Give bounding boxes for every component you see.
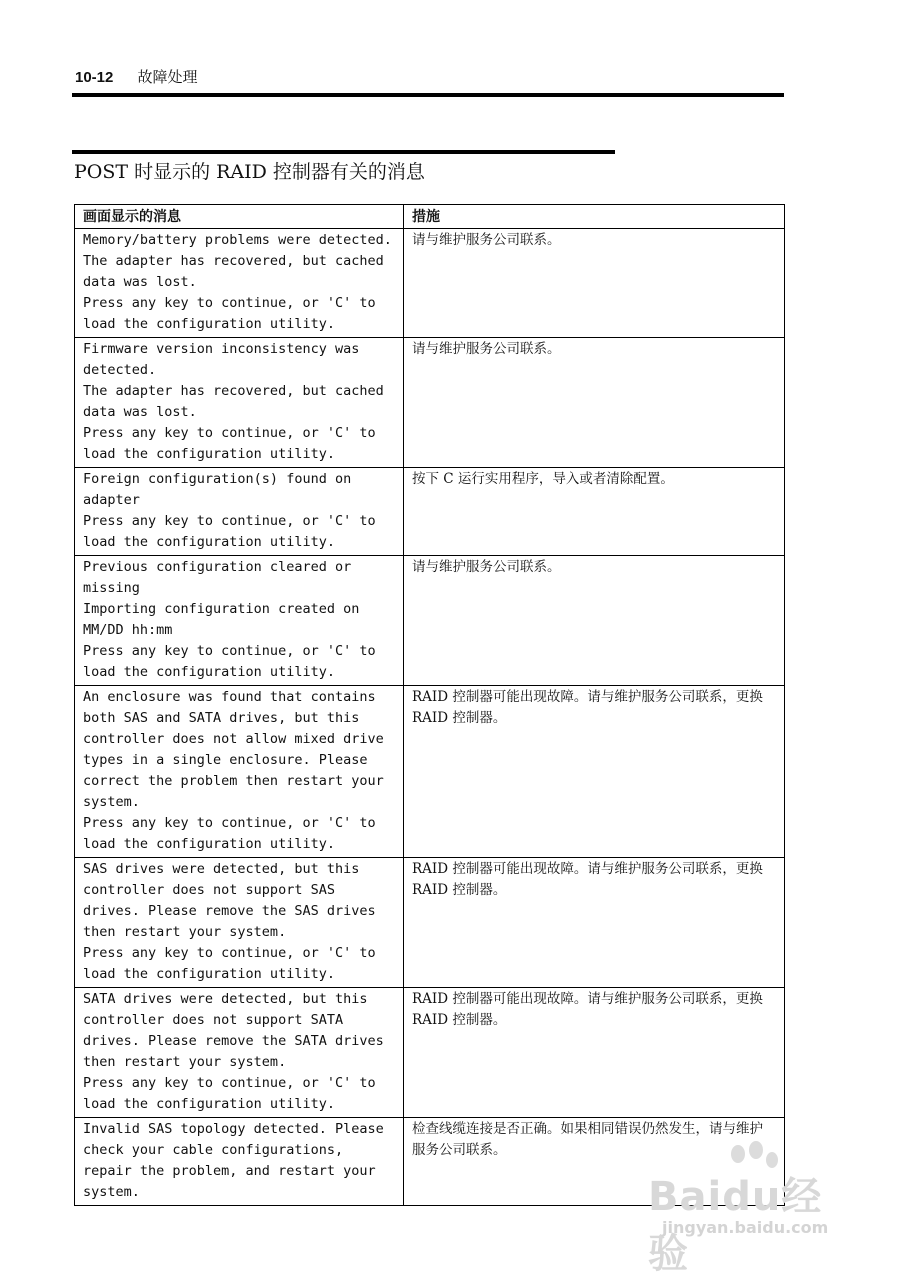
action-cell: 请与维护服务公司联系。	[404, 229, 785, 338]
message-line: Invalid SAS topology detected. Please check your cable configurations, repair the problem, and restart your system.	[83, 1121, 384, 1200]
chapter-title: 故障处理	[137, 69, 198, 86]
message-line: SAS drives were detected, but this controller does not support SAS drives. Please remove the SAS drives then restart your system.	[83, 861, 376, 940]
action-cell: 请与维护服务公司联系。	[404, 338, 785, 468]
message-line: Importing configuration created on MM/DD hh:mm	[83, 601, 360, 638]
table-row	[75, 468, 785, 556]
message-cell	[75, 686, 404, 858]
action-cell: 请与维护服务公司联系。	[404, 556, 785, 686]
message-cell	[75, 858, 404, 988]
message-cell	[75, 988, 404, 1118]
table-row	[75, 686, 785, 858]
page-header	[75, 66, 198, 87]
watermark-brand: Baidu经验	[648, 1174, 823, 1277]
message-line: Press any key to continue, or 'C' to load the configuration utility.	[83, 513, 376, 550]
table-body	[75, 229, 785, 1206]
message-line: Press any key to continue, or 'C' to load the configuration utility.	[83, 1075, 376, 1112]
watermark-url: jingyan.baidu.com	[662, 1218, 829, 1237]
message-line: Press any key to continue, or 'C' to load the configuration utility.	[83, 425, 376, 462]
watermark	[640, 1140, 860, 1277]
table-row	[75, 858, 785, 988]
message-line: Press any key to continue, or 'C' to load the configuration utility.	[83, 945, 376, 982]
message-line: Press any key to continue, or 'C' to load the configuration utility.	[83, 643, 376, 680]
message-cell	[75, 229, 404, 338]
table-row	[75, 988, 785, 1118]
message-cell	[75, 338, 404, 468]
message-line: Memory/battery problems were detected.	[83, 232, 392, 248]
message-line: The adapter has recovered, but cached data was lost.	[83, 253, 384, 290]
column-header-message: 画面显示的消息	[75, 205, 404, 229]
header-divider	[72, 93, 784, 97]
message-cell	[75, 1118, 404, 1206]
message-line: SATA drives were detected, but this controller does not support SATA drives. Please remove the SATA drives then restart your system.	[83, 991, 384, 1070]
table-row	[75, 229, 785, 338]
section-divider	[72, 150, 615, 154]
action-cell: 检查线缆连接是否正确。如果相同错误仍然发生，请与维护服务公司联系。	[404, 1118, 785, 1206]
message-cell	[75, 468, 404, 556]
table-row	[75, 556, 785, 686]
action-cell: 按下 C 运行实用程序，导入或者清除配置。	[404, 468, 785, 556]
message-line: An enclosure was found that contains both SAS and SATA drives, but this controller does not allow mixed drive types in a single enclosure. Please correct the problem then restart your system.	[83, 689, 384, 810]
action-cell: RAID 控制器可能出现故障。请与维护服务公司联系，更换 RAID 控制器。	[404, 988, 785, 1118]
table-row	[75, 338, 785, 468]
message-cell	[75, 556, 404, 686]
message-line: Previous configuration cleared or missing	[83, 559, 352, 596]
message-line: Press any key to continue, or 'C' to load the configuration utility.	[83, 295, 376, 332]
message-line: The adapter has recovered, but cached data was lost.	[83, 383, 384, 420]
message-line: Foreign configuration(s) found on adapter	[83, 471, 352, 508]
page-number: 10-12	[75, 69, 114, 86]
action-cell: RAID 控制器可能出现故障。请与维护服务公司联系，更换 RAID 控制器。	[404, 686, 785, 858]
message-line: Firmware version inconsistency was detected.	[83, 341, 360, 378]
message-line: Press any key to continue, or 'C' to load the configuration utility.	[83, 815, 376, 852]
column-header-action: 措施	[404, 205, 785, 229]
action-cell: RAID 控制器可能出现故障。请与维护服务公司联系，更换 RAID 控制器。	[404, 858, 785, 988]
table-header-row	[75, 205, 785, 229]
raid-message-table	[74, 204, 785, 1206]
section-title: POST 时显示的 RAID 控制器有关的消息	[74, 161, 425, 183]
